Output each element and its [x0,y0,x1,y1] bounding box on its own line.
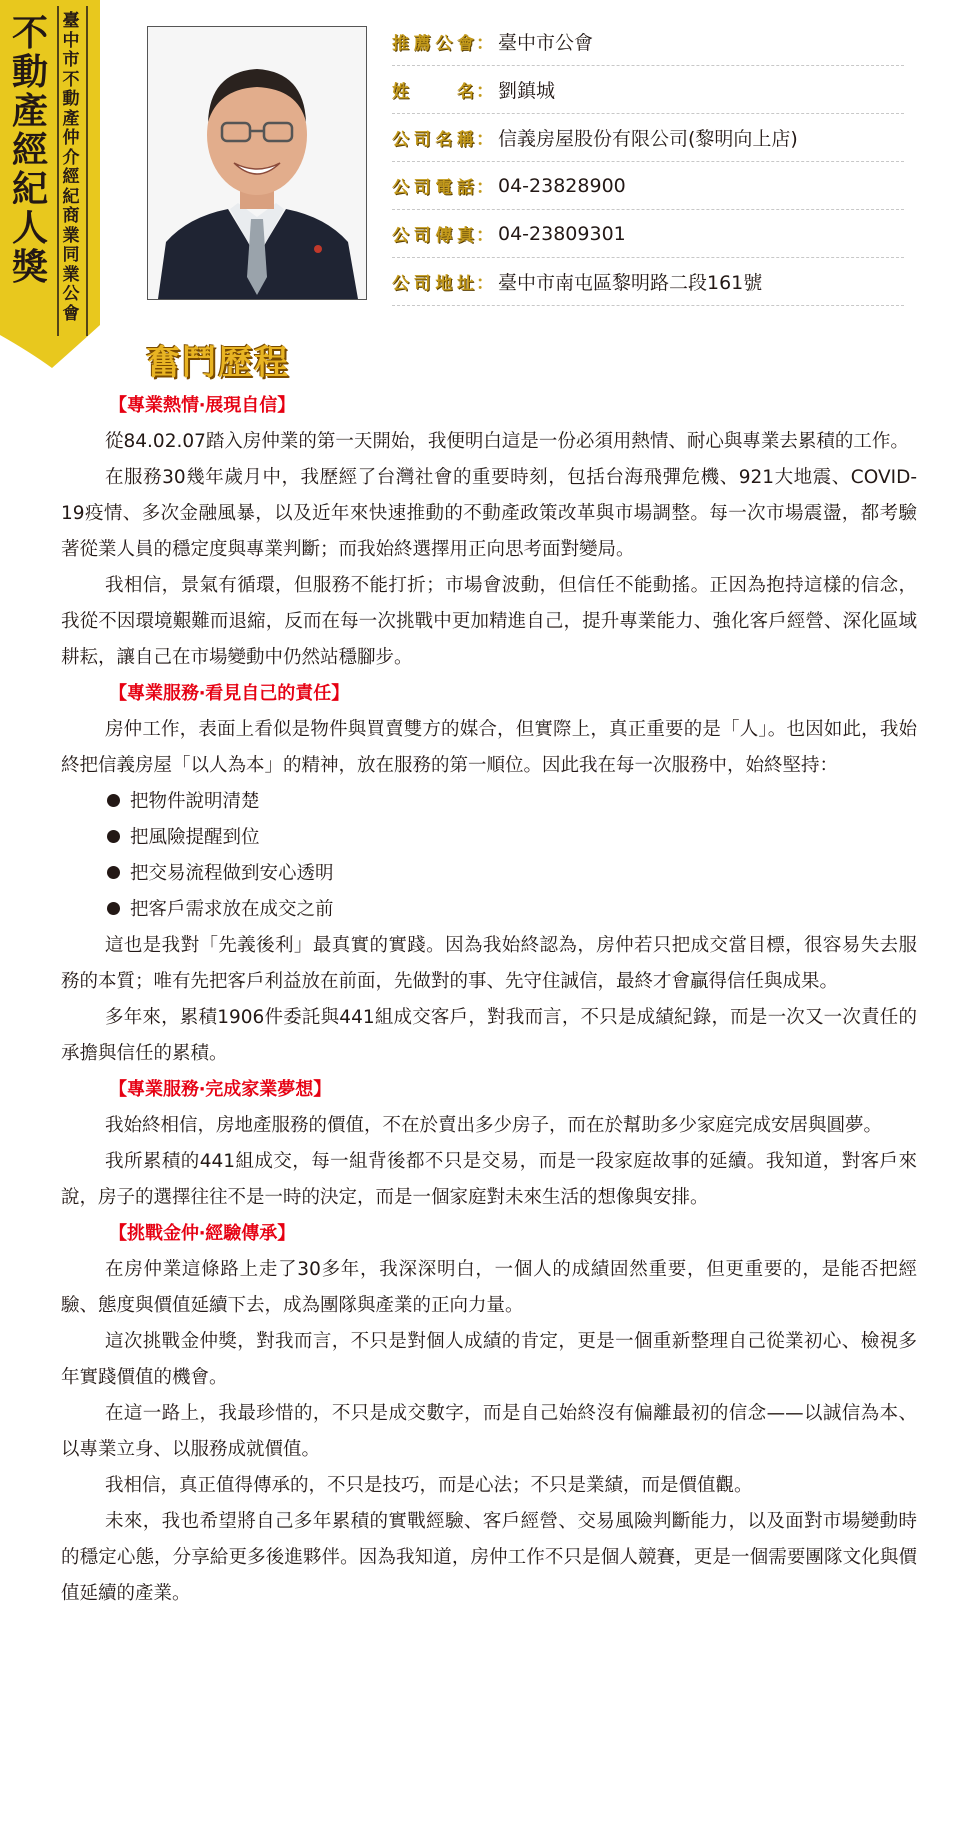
subheading: 【專業熱情‧展現自信】 [109,395,296,416]
info-separator: ： [476,176,494,198]
paragraph: 在服務30幾年歲月中，我歷經了台灣社會的重要時刻，包括台海飛彈危機、921大地震、COVID-19疫情、多次金融風暴，以及近年來快速推動的不動產政策改革與市場調整。每一次市場震盪，都考驗著從業人員的穩定度與專業判斷；而我始終選擇用正向思考面對變局。 [61,467,917,560]
list-item-text: 把風險提醒到位 [130,827,260,848]
info-label: 公司電話 [392,178,474,198]
bullet-icon [107,902,120,915]
list-item-text: 把交易流程做到安心透明 [130,863,334,884]
bullet-icon [107,830,120,843]
info-row-company [392,114,904,162]
article-body [61,388,917,1612]
paragraph: 從84.02.07踏入房仲業的第一天開始，我便明白這是一份必須用熱情、耐心與專業去累積的工作。 [105,431,909,452]
info-label: 公司地址 [392,274,474,294]
subheading: 【專業服務‧完成家業夢想】 [109,1079,332,1100]
info-value: 劉鎮城 [498,80,556,102]
info-value: 04-23828900 [498,174,626,197]
info-separator: ： [476,32,494,54]
info-label: 公司名稱 [392,130,474,150]
list-item [61,820,917,856]
list-item-text: 把物件說明清楚 [130,791,260,812]
list-item [61,784,917,820]
section-title: 奮鬥歷程 [146,343,290,383]
subheading: 【專業服務‧看見自己的責任】 [109,683,350,704]
bullet-icon [107,866,120,879]
portrait-illustration [148,27,366,299]
subheading: 【挑戰金仲‧經驗傳承】 [109,1223,296,1244]
info-row-association [392,18,904,66]
info-value: 04-23809301 [498,222,626,245]
paragraph: 在房仲業這條路上走了30多年，我深深明白，一個人的成績固然重要，但更重要的，是能否把經驗、態度與價值延續下去，成為團隊與產業的正向力量。 [61,1259,917,1316]
paragraph: 我始終相信，房地產服務的價值，不在於賣出多少房子，而在於幫助多少家庭完成安居與圓夢。 [105,1115,883,1136]
profile-photo [147,26,367,300]
info-separator: ： [476,80,494,102]
paragraph: 未來，我也希望將自己多年累積的實戰經驗、客戶經營、交易風險判斷能力，以及面對市場變動時的穩定心態，分享給更多後進夥伴。因為我知道，房仲工作不只是個人競賽，更是一個需要團隊文化與價值延續的產業。 [61,1511,917,1604]
paragraph: 這次挑戰金仲獎，對我而言，不只是對個人成績的肯定，更是一個重新整理自己從業初心、檢視多年實踐價值的機會。 [61,1331,917,1388]
list-item-text: 把客戶需求放在成交之前 [130,899,334,920]
info-label: 推薦公會 [392,34,474,54]
award-title: 不動產經紀人獎 [11,12,48,288]
list-item [61,856,917,892]
paragraph: 多年來，累積1906件委託與441組成交客戶，對我而言，不只是成績紀錄，而是一次又一次責任的承擔與信任的累積。 [61,1007,917,1064]
paragraph: 我相信，真正值得傳承的，不只是技巧，而是心法；不只是業績，而是價值觀。 [105,1475,753,1496]
bullet-icon [107,794,120,807]
paragraph: 我相信，景氣有循環，但服務不能打折；市場會波動，但信任不能動搖。正因為抱持這樣的信念，我從不因環境艱難而退縮，反而在每一次挑戰中更加精進自己，提升專業能力、強化客戶經營、深化區域耕耘，讓自己在市場變動中仍然站穩腳步。 [61,575,917,668]
info-separator: ： [476,224,494,246]
list-item [61,892,917,928]
info-row-name [392,66,904,114]
paragraph: 在這一路上，我最珍惜的，不只是成交數字，而是自己始終沒有偏離最初的信念——以誠信為本、以專業立身、以服務成就價值。 [61,1403,917,1460]
paragraph: 我所累積的441組成交，每一組背後都不只是交易，而是一段家庭故事的延續。我知道，對客戶來說，房子的選擇往往不是一時的決定，而是一個家庭對未來生活的想像與安排。 [61,1151,917,1208]
info-separator: ： [476,272,494,294]
association-name: 臺中市不動產仲介經紀商業同業公會 [62,11,80,324]
info-row-fax [392,210,904,258]
info-label: 公司傳真 [392,226,474,246]
profile-info [392,18,904,306]
info-row-phone [392,162,904,210]
info-value: 臺中市公會 [498,32,594,54]
award-banner [0,0,104,372]
paragraph: 房仲工作，表面上看似是物件與買賣雙方的媒合，但實際上，真正重要的是「人」。也因如此，我始終把信義房屋「以人為本」的精神，放在服務的第一順位。因此我在每一次服務中，始終堅持： [61,719,917,776]
paragraph: 這也是我對「先義後利」最真實的實踐。因為我始終認為，房仲若只把成交當目標，很容易失去服務的本質；唯有先把客戶利益放在前面，先做對的事、先守住誠信，最終才會贏得信任與成果。 [61,935,917,992]
info-value: 臺中市南屯區黎明路二段161號 [498,272,763,294]
info-separator: ： [476,128,494,150]
info-value: 信義房屋股份有限公司(黎明向上店) [498,128,798,150]
info-label: 姓名 [392,82,474,102]
info-row-address [392,258,904,306]
